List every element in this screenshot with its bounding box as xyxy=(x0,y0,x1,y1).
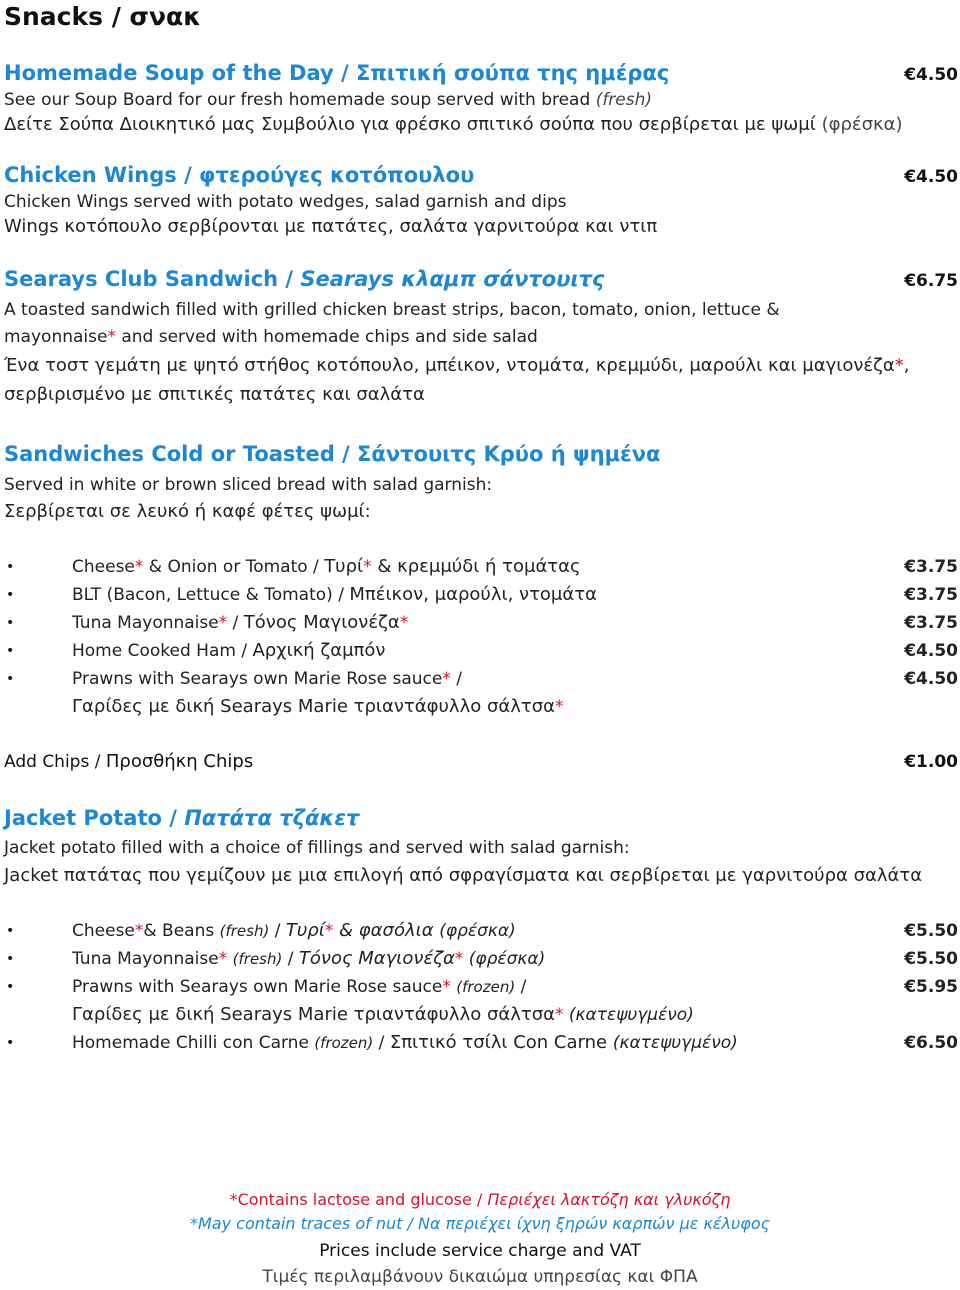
list-item: • Tuna Mayonnaise* / Τόνος Μαγιονέζα* €3.75 xyxy=(34,609,958,637)
list-item: • Cheese* & Onion or Tomato / Τυρί* & κρεμμύδι ή τομάτας €3.75 xyxy=(34,553,958,581)
menu-page xyxy=(4,0,958,1057)
section-club xyxy=(4,266,958,409)
sandwiches-desc-gr: Σερβίρεται σε λευκό ή καφέ φέτες ψωμί: xyxy=(4,501,371,522)
sandwiches-heading: Sandwiches Cold or Toasted / Σάντουιτς Κρύο ή ψημένα xyxy=(4,442,661,466)
jacket-list xyxy=(4,917,958,1057)
club-heading: Searays Club Sandwich / Searays κλαμπ σάντουιτς xyxy=(4,267,605,291)
list-item: • Prawns with Searays own Marie Rose sauce* / Γαρίδες με δική Searays Marie τριαντάφυλλο σάλτσα* €4.50 xyxy=(34,665,958,721)
list-item: • Homemade Chilli con Carne (frozen) / Σπιτικό τσίλι Con Carne (κατεψυγμένο) €6.50 xyxy=(34,1029,958,1057)
list-item: • Prawns with Searays own Marie Rose sauce* (frozen) / Γαρίδες με δική Searays Marie τριαντάφυλλο σάλτσα* (κατεψυγμένο) €5.95 xyxy=(34,973,958,1029)
list-item: • Home Cooked Ham / Αρχική ζαμπόν €4.50 xyxy=(34,637,958,665)
section-jacket xyxy=(4,805,958,1057)
jacket-heading: Jacket Potato / Πατάτα τζάκετ xyxy=(4,806,360,830)
jacket-desc-gr: Jacket πατάτας που γεμίζουν με μια επιλογή από σφραγίσματα και σερβίρεται με γαρνιτούρα σαλάτα xyxy=(4,865,923,886)
page-title: Snacks / σνακ xyxy=(4,2,201,31)
wings-desc-en: Chicken Wings served with potato wedges, salad garnish and dips xyxy=(4,192,567,212)
wings-price: €4.50 xyxy=(904,167,958,187)
vat-note-gr: Τιμές περιλαμβάνουν δικαιώμα υπηρεσίας και ΦΠΑ xyxy=(262,1267,698,1287)
club-desc-gr-2: σερβιρισμένο με σπιτικές πατάτες και σαλάτα xyxy=(4,384,425,405)
vat-note-en: Prices include service charge and VAT xyxy=(319,1241,641,1261)
club-price: €6.75 xyxy=(904,271,958,291)
add-chips-price: €1.00 xyxy=(904,752,958,772)
sandwiches-heading-row xyxy=(4,441,958,467)
jacket-desc-en: Jacket potato filled with a choice of fillings and served with salad garnish: xyxy=(4,838,630,858)
soup-price: €4.50 xyxy=(904,65,958,85)
nut-note: *May contain traces of nut / Να περιέχει ίχνη ξηρών καρπών με κέλυφος xyxy=(189,1214,771,1233)
add-chips-label: Add Chips / Προσθήκη Chips xyxy=(4,751,254,772)
club-desc-en-1: A toasted sandwich filled with grilled chicken breast strips, bacon, tomato, onion, lettuce & xyxy=(4,300,780,320)
club-desc-en-2: mayonnaise* and served with homemade chips and side salad xyxy=(4,327,538,347)
sandwiches-desc-en: Served in white or brown sliced bread with salad garnish: xyxy=(4,475,493,495)
list-item: • Cheese*& Beans (fresh) / Τυρί* & φασόλια (φρέσκα) €5.50 xyxy=(34,917,958,945)
wings-heading: Chicken Wings / φτερούγες κοτόπουλου xyxy=(4,163,475,187)
soup-desc-gr: Δείτε Σούπα Διοικητικό μας Συμβούλιο για φρέσκο σπιτικό σούπα που σερβίρεται με ψωμί (φρέσκα) xyxy=(4,114,903,135)
section-soup xyxy=(4,60,958,138)
wings-desc-gr: Wings κοτόπουλο σερβίρονται με πατάτες, σαλάτα γαρνιτούρα και ντιπ xyxy=(4,216,658,237)
soup-desc-en: See our Soup Board for our fresh homemade soup served with bread (fresh) xyxy=(4,90,653,110)
club-heading-row xyxy=(4,266,958,294)
allergen-note: *Contains lactose and glucose / Περιέχει λακτόζη και γλυκόζη xyxy=(229,1190,731,1209)
sandwiches-list xyxy=(4,553,958,721)
section-sandwiches xyxy=(4,441,958,721)
add-chips-row xyxy=(4,749,958,775)
section-wings xyxy=(4,162,958,240)
wings-heading-row xyxy=(4,162,958,190)
list-item: • BLT (Bacon, Lettuce & Tomato) / Μπέικον, μαρούλι, ντομάτα €3.75 xyxy=(34,581,958,609)
club-desc-gr-1: Ένα τοστ γεμάτη με ψητό στήθος κοτόπουλο, μπέικον, ντομάτα, κρεμμύδι, μαρούλι και μαγιονέζα*, xyxy=(4,355,910,376)
jacket-heading-row xyxy=(4,805,958,831)
list-item: • Tuna Mayonnaise* (fresh) / Τόνος Μαγιονέζα* (φρέσκα) €5.50 xyxy=(34,945,958,973)
soup-heading: Homemade Soup of the Day / Σπιτική σούπα της ημέρας xyxy=(4,61,670,85)
soup-heading-row xyxy=(4,60,958,88)
